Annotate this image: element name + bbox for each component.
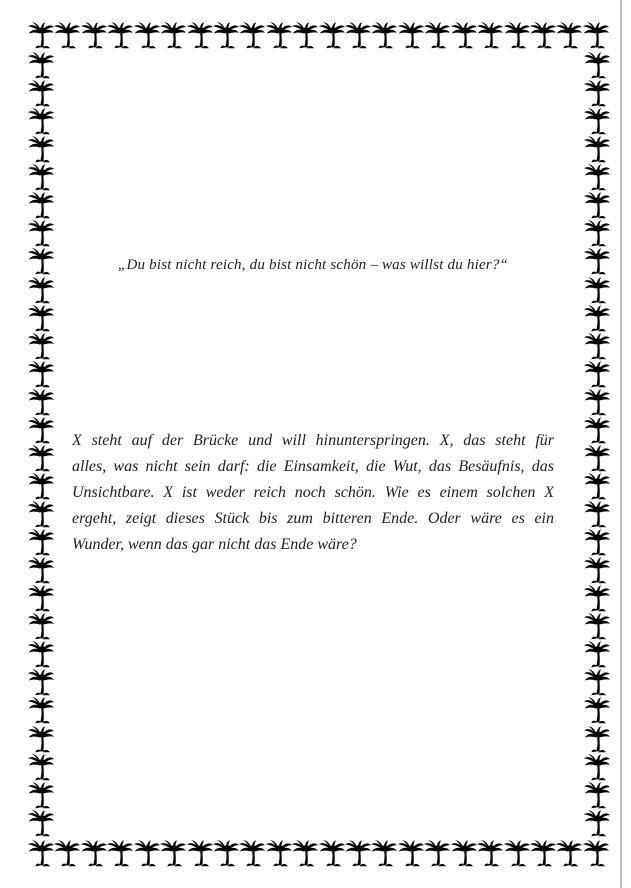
palm-tree-icon: [556, 840, 582, 868]
palm-tree-icon: [584, 697, 610, 725]
palm-tree-icon: [584, 501, 610, 529]
palm-tree-icon: [584, 613, 610, 641]
palm-tree-icon: [28, 840, 54, 868]
palm-tree-icon: [584, 641, 610, 669]
palm-tree-icon: [107, 840, 133, 868]
palm-tree-icon: [28, 361, 54, 389]
palm-tree-icon: [28, 726, 54, 754]
palm-tree-icon: [28, 305, 54, 333]
palm-tree-icon: [28, 80, 54, 108]
palm-tree-icon: [584, 333, 610, 361]
palm-tree-icon: [28, 445, 54, 473]
palm-tree-icon: [584, 782, 610, 810]
palm-tree-icon: [371, 840, 397, 868]
palm-tree-icon: [213, 840, 239, 868]
palm-border-right: [584, 52, 610, 838]
palm-tree-icon: [160, 22, 186, 50]
palm-tree-icon: [371, 22, 397, 50]
palm-tree-icon: [584, 52, 610, 80]
palm-tree-icon: [584, 361, 610, 389]
palm-tree-icon: [28, 277, 54, 305]
palm-tree-icon: [28, 136, 54, 164]
paragraph-line: Unsichtbare. X ist weder reich noch schön. Wie es einem solchen X: [72, 484, 554, 501]
palm-tree-icon: [28, 108, 54, 136]
palm-tree-icon: [504, 840, 530, 868]
palm-tree-icon: [584, 557, 610, 585]
paragraph-line: alles, was nicht sein darf: die Einsamkeit, die Wut, das Besäufnis, das: [72, 458, 554, 475]
palm-border-bottom: [28, 840, 609, 868]
palm-tree-icon: [584, 389, 610, 417]
palm-tree-icon: [319, 22, 345, 50]
palm-tree-icon: [398, 22, 424, 50]
palm-tree-icon: [584, 585, 610, 613]
quote-line: „Du bist nicht reich, du bist nicht schön – was willst du hier?“: [117, 257, 509, 273]
palm-tree-icon: [584, 80, 610, 108]
palm-tree-icon: [28, 782, 54, 810]
palm-tree-icon: [583, 840, 609, 868]
palm-tree-icon: [187, 22, 213, 50]
palm-tree-icon: [451, 22, 477, 50]
palm-tree-icon: [583, 22, 609, 50]
palm-tree-icon: [28, 52, 54, 80]
palm-tree-icon: [530, 840, 556, 868]
page-edge-line: [620, 0, 622, 888]
palm-tree-icon: [345, 22, 371, 50]
palm-tree-icon: [556, 22, 582, 50]
palm-tree-icon: [584, 136, 610, 164]
palm-tree-icon: [319, 840, 345, 868]
palm-tree-icon: [28, 333, 54, 361]
palm-tree-icon: [345, 840, 371, 868]
palm-border-left: [28, 52, 54, 838]
palm-tree-icon: [584, 277, 610, 305]
palm-tree-icon: [584, 417, 610, 445]
palm-tree-icon: [584, 529, 610, 557]
palm-tree-icon: [584, 305, 610, 333]
palm-tree-icon: [28, 557, 54, 585]
palm-tree-icon: [28, 641, 54, 669]
palm-tree-icon: [54, 22, 80, 50]
palm-tree-icon: [28, 389, 54, 417]
palm-tree-icon: [504, 22, 530, 50]
palm-tree-icon: [584, 810, 610, 838]
palm-tree-icon: [239, 22, 265, 50]
palm-tree-icon: [584, 220, 610, 248]
palm-tree-icon: [424, 22, 450, 50]
palm-tree-icon: [28, 164, 54, 192]
palm-tree-icon: [28, 669, 54, 697]
body-paragraph: [72, 428, 554, 558]
palm-tree-icon: [28, 697, 54, 725]
palm-tree-icon: [81, 840, 107, 868]
palm-tree-icon: [187, 840, 213, 868]
palm-tree-icon: [584, 669, 610, 697]
paragraph-line: ergeht, zeigt dieses Stück bis zum bitteren Ende. Oder wäre es ein: [72, 510, 554, 527]
paragraph-line: Wunder, wenn das gar nicht das Ende wäre?: [72, 536, 357, 553]
palm-tree-icon: [134, 840, 160, 868]
palm-tree-icon: [28, 529, 54, 557]
palm-tree-icon: [28, 417, 54, 445]
palm-tree-icon: [424, 840, 450, 868]
palm-tree-icon: [134, 22, 160, 50]
palm-tree-icon: [28, 22, 54, 50]
palm-tree-icon: [160, 840, 186, 868]
palm-tree-icon: [584, 726, 610, 754]
palm-tree-icon: [477, 22, 503, 50]
palm-tree-icon: [451, 840, 477, 868]
palm-tree-icon: [398, 840, 424, 868]
palm-tree-icon: [584, 754, 610, 782]
palm-tree-icon: [239, 840, 265, 868]
palm-tree-icon: [28, 754, 54, 782]
palm-tree-icon: [477, 840, 503, 868]
palm-tree-icon: [28, 810, 54, 838]
palm-tree-icon: [584, 473, 610, 501]
palm-tree-icon: [584, 248, 610, 276]
palm-tree-icon: [107, 22, 133, 50]
palm-border-top: [28, 22, 609, 50]
palm-tree-icon: [584, 164, 610, 192]
palm-tree-icon: [584, 192, 610, 220]
palm-tree-icon: [54, 840, 80, 868]
palm-tree-icon: [28, 501, 54, 529]
palm-tree-icon: [266, 840, 292, 868]
palm-tree-icon: [266, 22, 292, 50]
palm-tree-icon: [28, 192, 54, 220]
palm-tree-icon: [81, 22, 107, 50]
palm-tree-icon: [28, 585, 54, 613]
paragraph-line: X steht auf der Brücke und will hinunterspringen. X, das steht für: [72, 432, 554, 449]
palm-tree-icon: [28, 248, 54, 276]
palm-tree-icon: [28, 220, 54, 248]
palm-tree-icon: [292, 22, 318, 50]
palm-tree-icon: [292, 840, 318, 868]
palm-tree-icon: [530, 22, 556, 50]
palm-tree-icon: [584, 445, 610, 473]
palm-tree-icon: [213, 22, 239, 50]
palm-tree-icon: [28, 473, 54, 501]
palm-tree-icon: [584, 108, 610, 136]
palm-tree-icon: [28, 613, 54, 641]
